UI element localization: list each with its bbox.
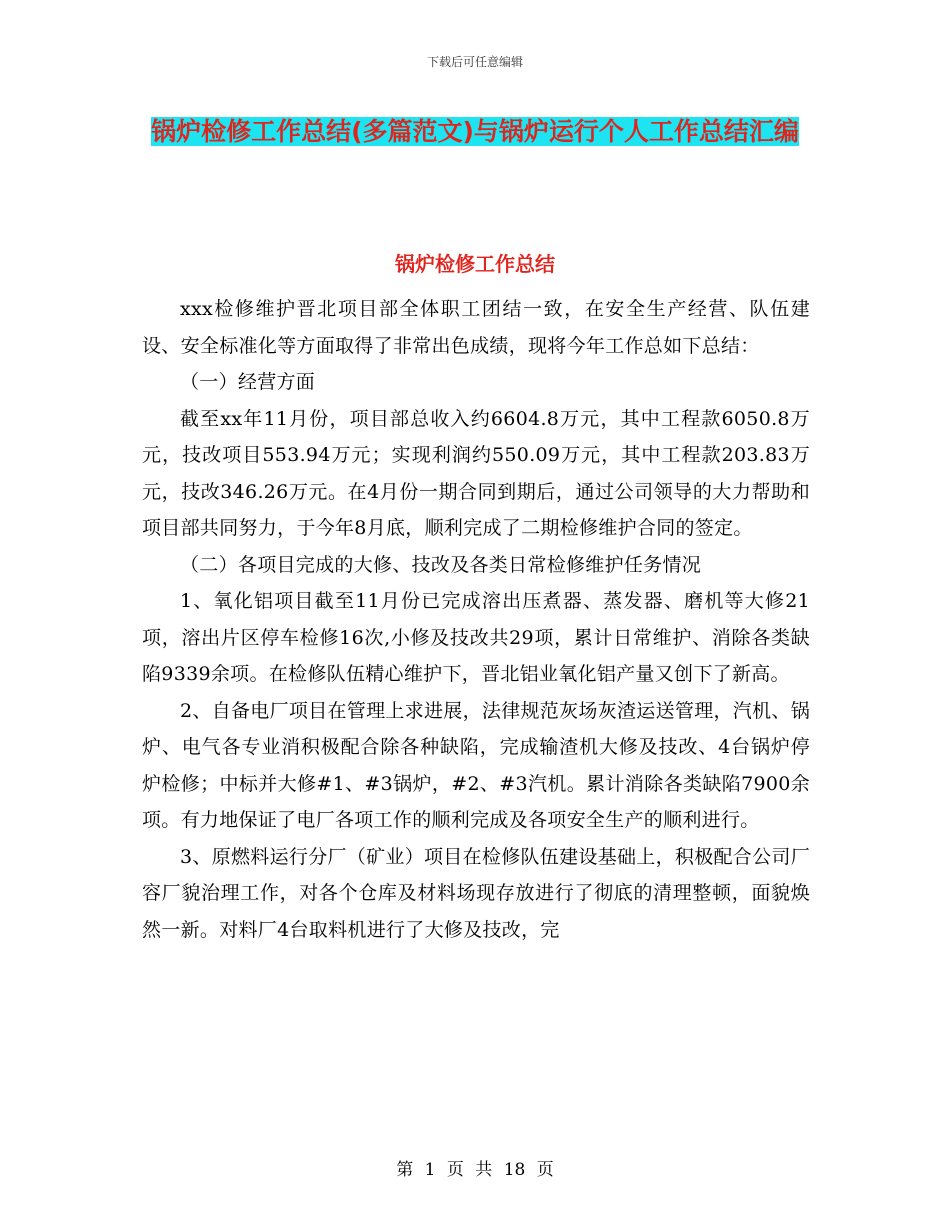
- body-text: [142, 291, 810, 948]
- document-title-text: 锅炉检修工作总结(多篇范文)与锅炉运行个人工作总结汇编: [151, 117, 799, 146]
- header-note: 下载后可任意编辑: [426, 55, 523, 69]
- page-footer: 第 1 页 共 18 页: [396, 1160, 554, 1180]
- paragraph-power-plant: 2、自备电厂项目在管理上求进展，法律规范灰场灰渣运送管理，汽机、锅炉、电气各专业消积极配合除各种缺陷，完成输渣机大修及技改、4台锅炉停炉检修；中标并大修#1、#3锅炉，#2、#3汽机。累计消除各类缺陷7900余项。有力地保证了电厂各项工作的顺利完成及各项安全生产的顺利进行。: [142, 699, 810, 831]
- paragraph-operations: 截至xx年11月份，项目部总收入约6604.8万元，其中工程款6050.8万元，技改项目553.94万元；实现利润约550.09万元，其中工程款203.83万元，技改346.26万元。在4月份一期合同到期后，通过公司领导的大力帮助和项目部共同努力，于今年8月底，顺利完成了二期检修维护合同的签定。: [142, 407, 810, 539]
- paragraph-heading-tasks: （二）各项目完成的大修、技改及各类日常检修维护任务情况: [180, 553, 702, 576]
- section-title: 锅炉检修工作总结: [395, 252, 555, 276]
- paragraph-heading-operations: （一）经营方面: [180, 371, 316, 393]
- paragraph-intro: xxx检修维护晋北项目部全体职工团结一致，在安全生产经营、队伍建设、安全标准化等方面取得了非常出色成绩，现将今年工作总如下总结：: [142, 298, 810, 357]
- document-title: [140, 108, 810, 156]
- paragraph-raw-fuel: 3、原燃料运行分厂（矿业）项目在检修队伍建设基础上，积极配合公司厂容厂貌治理工作，对各个仓库及材料场现存放进行了彻底的清理整顿，面貌焕然一新。对料厂4台取料机进行了大修及技改，完: [142, 845, 810, 941]
- paragraph-alumina: 1、氧化铝项目截至11月份已完成溶出压煮器、蒸发器、磨机等大修21项，溶出片区停车检修16次,小修及技改共29项，累计日常维护、消除各类缺陷9339余项。在检修队伍精心维护下，晋北铝业氧化铝产量又创下了新高。: [142, 590, 810, 685]
